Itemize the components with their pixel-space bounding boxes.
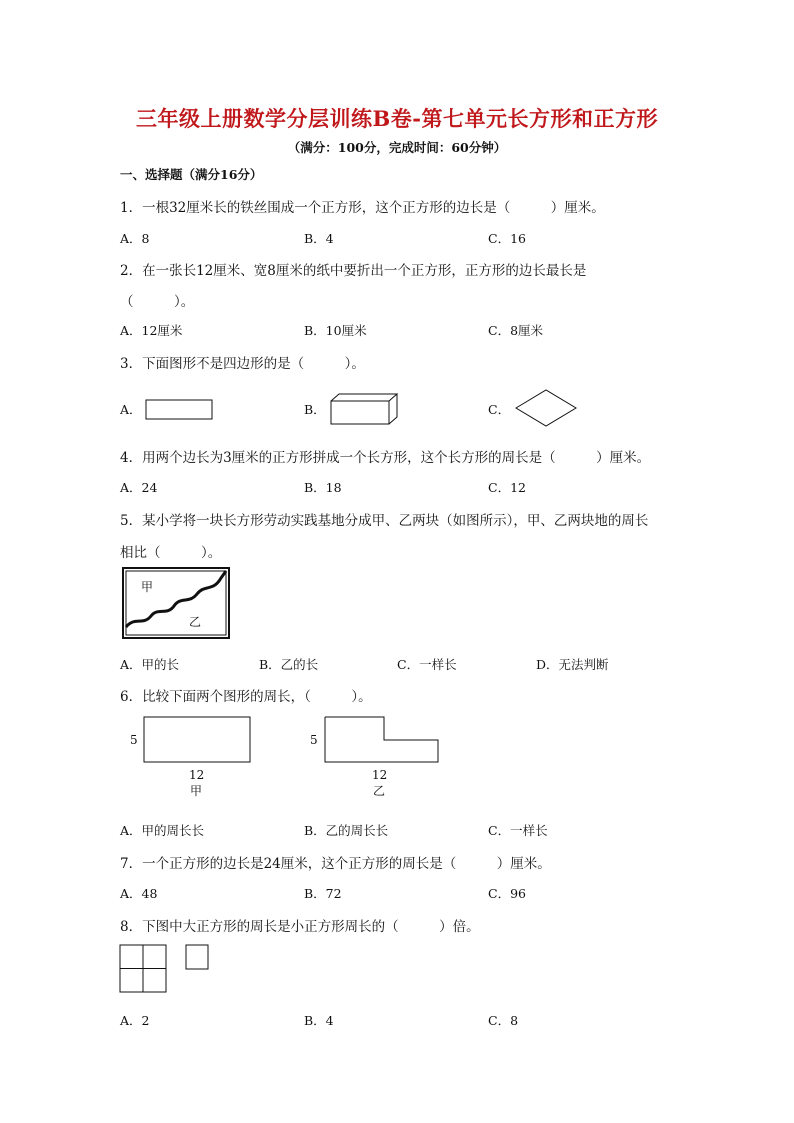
jia-bottom-label: 12 — [189, 768, 205, 782]
question-6: 6．比较下面两个图形的周长，（ ）。 — [120, 689, 372, 705]
q1-option-c[interactable]: C．16 — [488, 231, 526, 246]
q5-option-b[interactable]: B．乙的长 — [259, 657, 319, 672]
q7-option-a[interactable]: A．48 — [120, 886, 158, 901]
page-title: 三年级上册数学分层训练B卷-第七单元长方形和正方形 — [136, 106, 658, 131]
yi-side-label: 5 — [310, 733, 318, 747]
plot-label-yi: 乙 — [189, 615, 202, 629]
question-3: 3．下面图形不是四边形的是（ ）。 — [120, 356, 365, 372]
question-2: 2．在一张长12厘米、宽8厘米的纸中要折出一个正方形，正方形的边长最长是 — [120, 263, 587, 279]
q4-option-a[interactable]: A．24 — [120, 480, 158, 495]
plot-label-jia: 甲 — [141, 580, 154, 594]
q5-option-d[interactable]: D．无法判断 — [536, 657, 609, 672]
cuboid-figure — [330, 393, 402, 427]
question-2-blank: （ ）。 — [120, 294, 195, 310]
shape-jia-figure — [125, 713, 260, 803]
yi-name-label: 乙 — [373, 784, 386, 798]
question-1: 1．一根32厘米长的铁丝围成一个正方形，这个正方形的边长是（ ）厘米。 — [120, 200, 605, 216]
jia-name-label: 甲 — [190, 784, 203, 798]
q8-option-b[interactable]: B．4 — [304, 1013, 334, 1028]
q7-option-b[interactable]: B．72 — [304, 886, 342, 901]
section-heading: 一、选择题（满分16分） — [120, 167, 263, 182]
jia-side-label: 5 — [130, 733, 138, 747]
yi-bottom-label: 12 — [372, 768, 388, 782]
q2-option-c[interactable]: C．8厘米 — [488, 323, 544, 338]
q6-option-a[interactable]: A．甲的周长长 — [120, 823, 205, 838]
question-4: 4．用两个边长为3厘米的正方形拼成一个长方形，这个长方形的周长是（ ）厘米。 — [120, 450, 651, 466]
rectangle-figure — [145, 399, 215, 421]
q1-option-a[interactable]: A．8 — [120, 231, 150, 246]
q6-option-c[interactable]: C．一样长 — [488, 823, 548, 838]
q8-option-c[interactable]: C．8 — [488, 1013, 519, 1028]
q3-option-a[interactable]: A． — [120, 402, 142, 417]
q6-option-b[interactable]: B．乙的周长长 — [304, 823, 389, 838]
rhombus-figure — [515, 389, 579, 429]
q2-option-b[interactable]: B．10厘米 — [304, 323, 367, 338]
land-plot-figure — [121, 566, 233, 642]
q8-option-a[interactable]: A．2 — [120, 1013, 150, 1028]
q4-option-c[interactable]: C．12 — [488, 480, 526, 495]
q3-option-c[interactable]: C． — [488, 402, 511, 417]
page-subtitle: （满分：100分，完成时间：60分钟） — [287, 140, 507, 155]
q2-option-a[interactable]: A．12厘米 — [120, 323, 183, 338]
question-7: 7．一个正方形的边长是24厘米，这个正方形的周长是（ ）厘米。 — [120, 856, 551, 872]
question-5-blank: 相比（ ）。 — [120, 545, 222, 561]
squares-figure — [119, 944, 219, 996]
question-8: 8．下图中大正方形的周长是小正方形周长的（ ）倍。 — [120, 919, 480, 935]
q3-option-b[interactable]: B． — [304, 402, 326, 417]
question-5: 5．某小学将一块长方形劳动实践基地分成甲、乙两块（如图所示），甲、乙两块地的周长 — [120, 513, 649, 529]
q7-option-c[interactable]: C．96 — [488, 886, 526, 901]
q1-option-b[interactable]: B．4 — [304, 231, 334, 246]
q5-option-a[interactable]: A．甲的长 — [120, 657, 180, 672]
shape-yi-figure — [305, 713, 445, 803]
q5-option-c[interactable]: C．一样长 — [397, 657, 457, 672]
q4-option-b[interactable]: B．18 — [304, 480, 342, 495]
